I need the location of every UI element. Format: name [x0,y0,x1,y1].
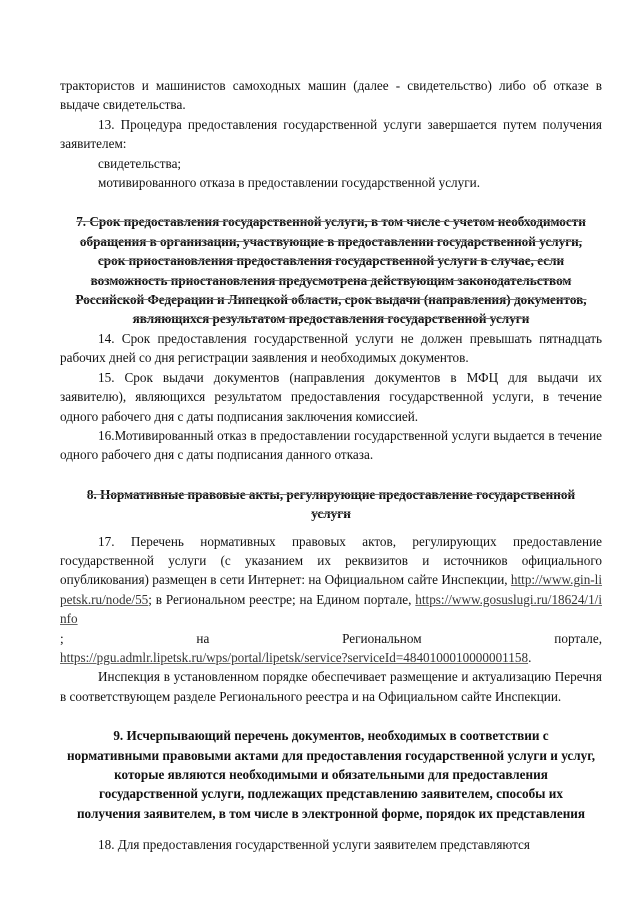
section-7-heading: 7. Срок предоставления государственной услуги, в том числе с учетом необходимости обращения в организации, участвующие в предоставлении государственной услуги, срок приостановления предоставления государственной услуги в случае, если возможность приостановления предусмотрена действующим законодательством Российской Федерации и Липецкой области, срок выдачи (направления) документов, являющихся результатом предоставления государственной услуги [75,214,587,327]
paragraph-17-text: ; в Региональном реестре; на Едином портале, [148,591,412,607]
section-9-heading: 9. Исчерпывающий перечень документов, необходимых в соответствии с нормативными правовыми актами для предоставления государственной услуги и услуг, которые являются необходимыми и обязательными для предоставления государственной услуги, подлежащих представлению заявителем, способы их получения заявителем, в том числе в электронной форме, порядок их представления [66,728,596,821]
paragraph-17-text: 17. Перечень нормативных правовых актов, регулирующих предоставление государственной услуги (с указанием их реквизитов и источников официального опубликования) размещен в сети Интернет: на Официальном сайте Инспекции, [60,533,602,588]
inspection-site-link[interactable]: http://www.gin-lipetsk.ru/node/55 [60,572,603,607]
paragraph-18: 18. Для предоставления государственной услуги заявителем представляются [98,837,530,853]
paragraph-15: 15. Срок выдачи документов (направления документов в МФЦ для выдачи их заявителю), являющихся результатом предоставления государственной услуги, в течение одного рабочего дня с даты подписания заключения комиссией. [60,369,602,424]
paragraph-17-text: . [528,649,532,665]
paragraph-13: 13. Процедура предоставления государственной услуги завершается путем получения заявителем: [60,116,602,152]
paragraph-17-text: ; [60,630,64,646]
list-item: мотивированного отказа в предоставлении государственной услуги. [98,175,480,191]
paragraph-continuation: трактористов и машинистов самоходных машин (далее - свидетельство) либо об отказе в выдаче свидетельства. [60,78,602,113]
section-8-heading: 8. Нормативные правовые акты, регулирующие предоставление государственной услуги [86,486,576,522]
paragraph-17-second: Инспекция в установленном порядке обеспечивает размещение и актуализацию Перечня в соответствующем разделе Регионального реестра и на Официальном сайте Инспекции. [60,669,602,704]
paragraph-17 [60,532,602,629]
paragraph-17-link-line [60,648,602,667]
document-page [60,76,602,855]
paragraph-17-text: Региональном [342,630,422,646]
unified-portal-link[interactable]: https://www.gosuslugi.ru/18624/1/info [60,591,602,627]
regional-portal-link[interactable]: https://pgu.admlr.lipetsk.ru/wps/portal/lipetsk/service?serviceId=4840100010000001158 [60,649,529,665]
paragraph-16: 16.Мотивированный отказ в предоставлении государственной услуги выдается в течение одного рабочего дня с даты подписания данного отказа. [60,427,602,463]
paragraph-17-text: на [196,630,210,646]
paragraph-14: 14. Срок предоставления государственной услуги не должен превышать пятнадцать рабочих дней со дня регистрации заявления и необходимых документов. [60,330,602,366]
paragraph-17-text: портале, [554,630,602,646]
paragraph-17-spread-line [60,629,602,648]
list-item: свидетельства; [98,155,182,171]
